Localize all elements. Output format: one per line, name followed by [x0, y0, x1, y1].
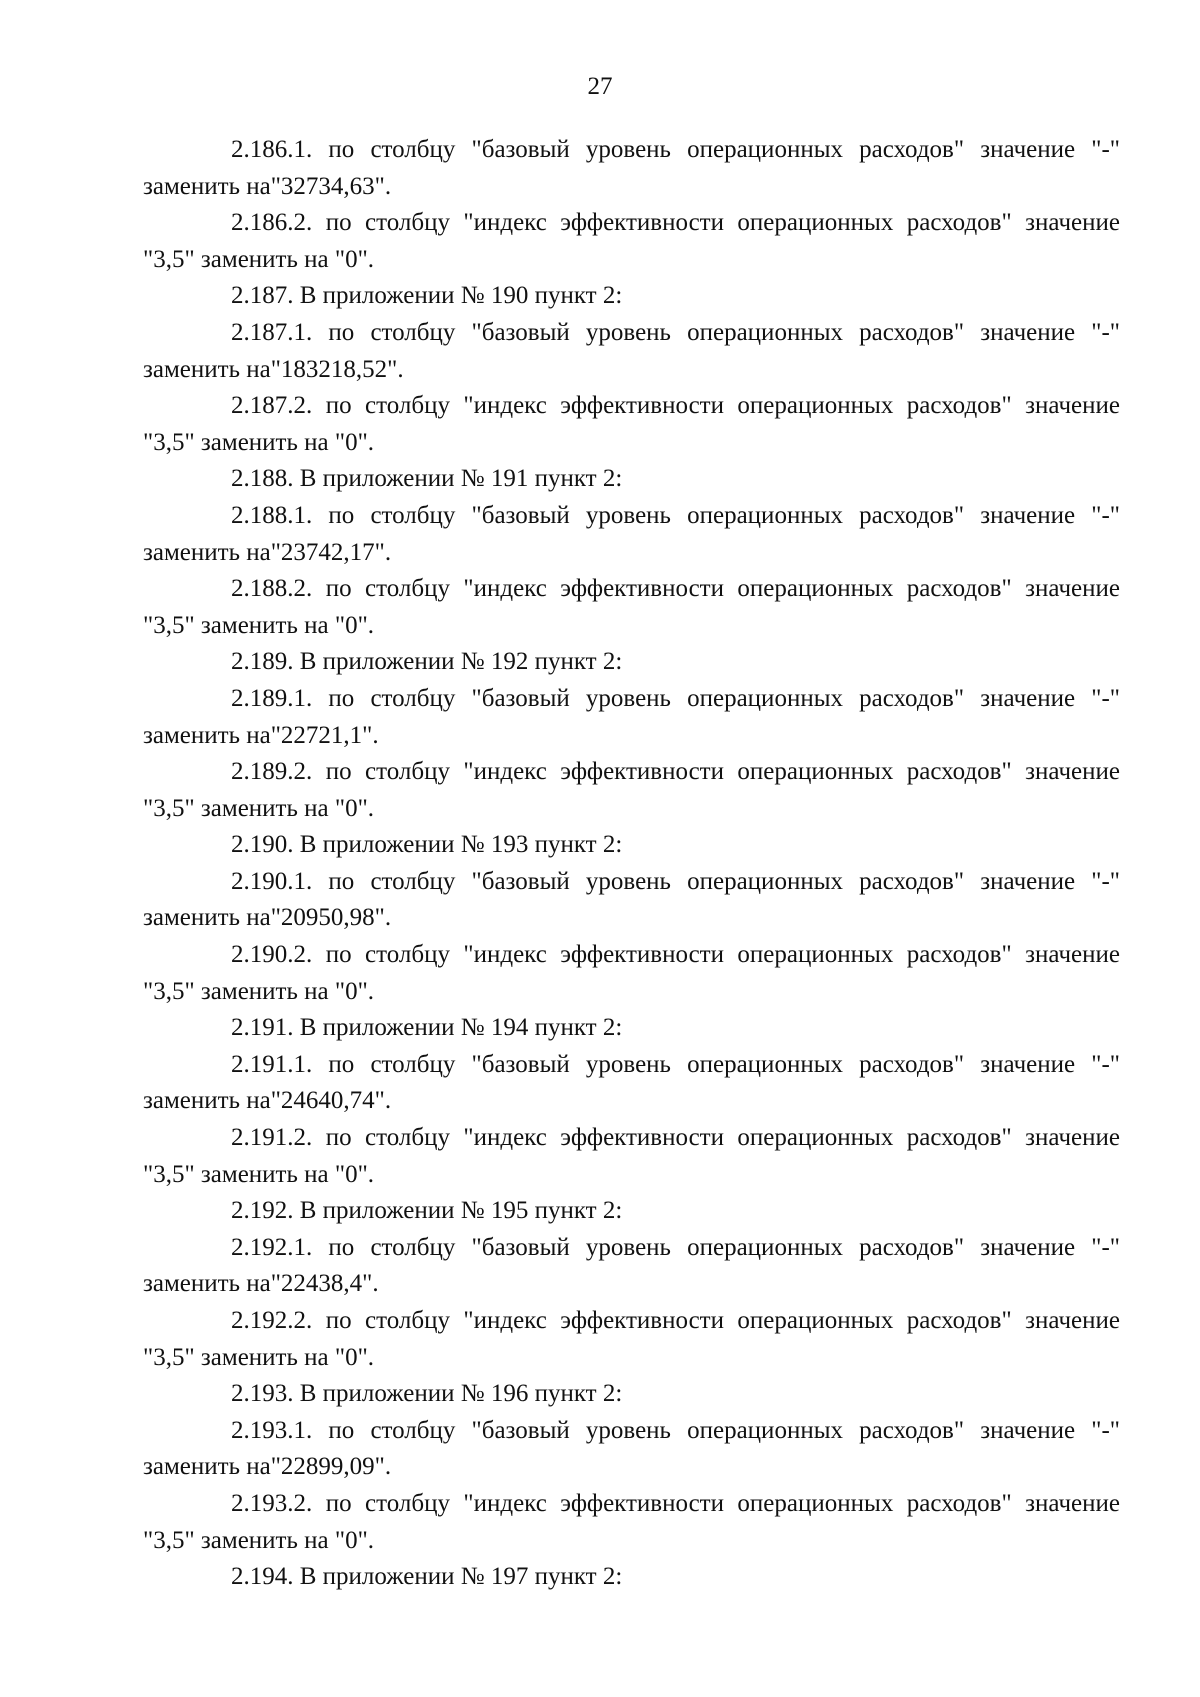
paragraph: 2.188.2. по столбцу "индекс эффективности операционных расходов" значение "3,5" заменить на "0". [143, 575, 1120, 639]
paragraph: 2.190. В приложении № 193 пункт 2: [231, 831, 623, 859]
paragraph: 2.188. В приложении № 191 пункт 2: [231, 465, 623, 493]
paragraph: 2.192. В приложении № 195 пункт 2: [231, 1197, 623, 1225]
page-number: 27 [587, 73, 613, 100]
paragraph: 2.186.1. по столбцу "базовый уровень операционных расходов" значение "-" заменить на"32734,63". [143, 136, 1120, 200]
paragraph: 2.190.2. по столбцу "индекс эффективности операционных расходов" значение "3,5" заменить на "0". [143, 941, 1120, 1005]
paragraph: 2.189.1. по столбцу "базовый уровень операционных расходов" значение "-" заменить на"22721,1". [143, 684, 1120, 749]
paragraph: 2.192.1. по столбцу "базовый уровень операционных расходов" значение "-" заменить на"22438,4". [143, 1233, 1120, 1298]
paragraph: 2.188.1. по столбцу "базовый уровень операционных расходов" значение "-" заменить на"23742,17". [143, 501, 1120, 566]
paragraph: 2.192.2. по столбцу "индекс эффективности операционных расходов" значение "3,5" заменить на "0". [143, 1307, 1120, 1371]
paragraph: 2.187. В приложении № 190 пункт 2: [231, 282, 623, 310]
paragraph: 2.190.1. по столбцу "базовый уровень операционных расходов" значение "-" заменить на"20950,98". [143, 867, 1120, 932]
paragraph: 2.193.2. по столбцу "индекс эффективности операционных расходов" значение "3,5" заменить на "0". [143, 1489, 1120, 1554]
paragraph: 2.187.1. по столбцу "базовый уровень операционных расходов" значение "-" заменить на"183218,52". [143, 318, 1120, 383]
paragraph: 2.191.1. по столбцу "базовый уровень операционных расходов" значение "-" заменить на"24640,74". [143, 1050, 1120, 1115]
document-body [143, 132, 1120, 1596]
paragraph: 2.189.2. по столбцу "индекс эффективности операционных расходов" значение "3,5" заменить на "0". [143, 758, 1120, 822]
paragraph: 2.187.2. по столбцу "индекс эффективности операционных расходов" значение "3,5" заменить на "0". [143, 392, 1120, 456]
paragraph: 2.193.1. по столбцу "базовый уровень операционных расходов" значение "-" заменить на"22899,09". [143, 1416, 1120, 1481]
paragraph: 2.191.2. по столбцу "индекс эффективности операционных расходов" значение "3,5" заменить на "0". [143, 1124, 1120, 1188]
paragraph: 2.191. В приложении № 194 пункт 2: [231, 1014, 623, 1042]
paragraph: 2.194. В приложении № 197 пункт 2: [231, 1563, 623, 1591]
paragraph: 2.186.2. по столбцу "индекс эффективности операционных расходов" значение "3,5" заменить на "0". [143, 209, 1120, 273]
paragraph: 2.189. В приложении № 192 пункт 2: [231, 648, 623, 676]
paragraph: 2.193. В приложении № 196 пункт 2: [231, 1380, 623, 1408]
